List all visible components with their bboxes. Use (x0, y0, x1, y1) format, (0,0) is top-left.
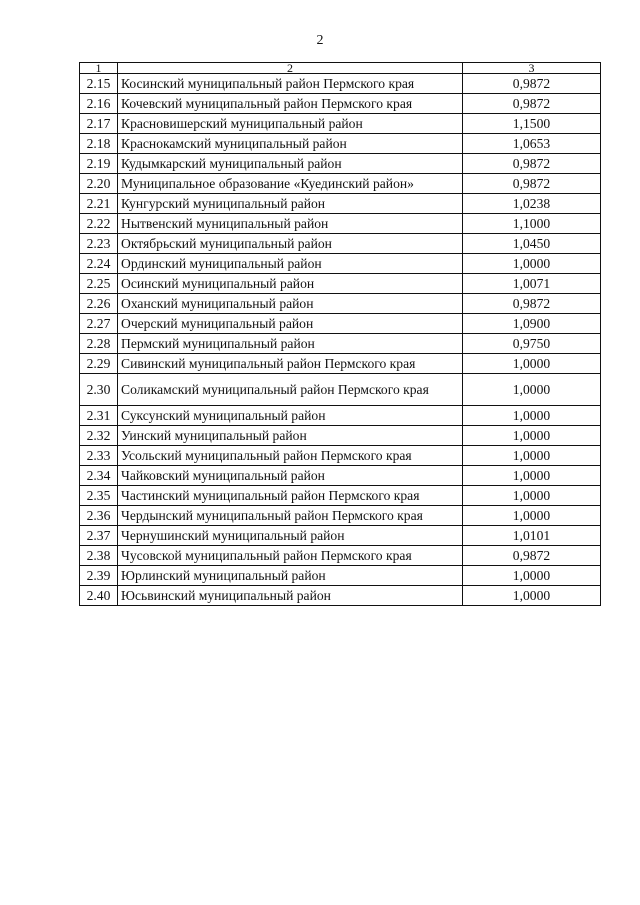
row-number: 2.29 (80, 354, 118, 374)
row-value: 1,1000 (463, 214, 601, 234)
table-row (80, 234, 601, 254)
table-row (80, 134, 601, 154)
row-value: 0,9872 (463, 154, 601, 174)
row-value: 1,0653 (463, 134, 601, 154)
row-number: 2.21 (80, 194, 118, 214)
row-name: Октябрьский муниципальный район (118, 234, 463, 254)
header-col-number: 1 (80, 63, 118, 74)
row-value: 0,9872 (463, 174, 601, 194)
row-number: 2.32 (80, 426, 118, 446)
row-number: 2.18 (80, 134, 118, 154)
row-number: 2.37 (80, 526, 118, 546)
row-value: 1,0101 (463, 526, 601, 546)
row-number: 2.15 (80, 74, 118, 94)
row-name: Пермский муниципальный район (118, 334, 463, 354)
row-name: Оханский муниципальный район (118, 294, 463, 314)
row-number: 2.16 (80, 94, 118, 114)
row-value: 0,9872 (463, 74, 601, 94)
table-row (80, 466, 601, 486)
row-number: 2.35 (80, 486, 118, 506)
row-name: Юрлинский муниципальный район (118, 566, 463, 586)
table-row (80, 194, 601, 214)
row-name: Частинский муниципальный район Пермского края (118, 486, 463, 506)
table-row (80, 446, 601, 466)
row-name: Чусовской муниципальный район Пермского края (118, 546, 463, 566)
row-name: Осинский муниципальный район (118, 274, 463, 294)
table-row (80, 294, 601, 314)
row-value: 1,0000 (463, 426, 601, 446)
table-row (80, 406, 601, 426)
row-value: 0,9872 (463, 294, 601, 314)
row-value: 0,9750 (463, 334, 601, 354)
table-row (80, 214, 601, 234)
row-value: 1,0000 (463, 254, 601, 274)
row-name: Муниципальное образование «Куединский район» (118, 174, 463, 194)
table-row (80, 546, 601, 566)
row-name: Кунгурский муниципальный район (118, 194, 463, 214)
table-row (80, 274, 601, 294)
table-header-row (80, 63, 601, 74)
row-value: 1,0000 (463, 406, 601, 426)
row-value: 0,9872 (463, 94, 601, 114)
row-name: Уинский муниципальный район (118, 426, 463, 446)
row-value: 1,0000 (463, 486, 601, 506)
row-value: 1,0000 (463, 374, 601, 406)
row-value: 1,0000 (463, 354, 601, 374)
header-col-name: 2 (118, 63, 463, 74)
row-value: 1,0900 (463, 314, 601, 334)
row-number: 2.30 (80, 374, 118, 406)
row-number: 2.22 (80, 214, 118, 234)
row-name: Краснокамский муниципальный район (118, 134, 463, 154)
table-row (80, 314, 601, 334)
row-name: Чернушинский муниципальный район (118, 526, 463, 546)
row-number: 2.27 (80, 314, 118, 334)
table-row (80, 94, 601, 114)
row-name: Кочевский муниципальный район Пермского края (118, 94, 463, 114)
row-name: Соликамский муниципальный район Пермского края (118, 374, 463, 406)
table-row (80, 114, 601, 134)
table-body (80, 74, 601, 606)
row-name: Красновишерский муниципальный район (118, 114, 463, 134)
row-value: 1,0238 (463, 194, 601, 214)
row-name: Сивинский муниципальный район Пермского края (118, 354, 463, 374)
row-name: Нытвенский муниципальный район (118, 214, 463, 234)
row-name: Чайковский муниципальный район (118, 466, 463, 486)
row-number: 2.19 (80, 154, 118, 174)
table-row (80, 566, 601, 586)
row-number: 2.40 (80, 586, 118, 606)
row-name: Очерский муниципальный район (118, 314, 463, 334)
table-row (80, 74, 601, 94)
row-number: 2.38 (80, 546, 118, 566)
row-value: 1,1500 (463, 114, 601, 134)
row-number: 2.28 (80, 334, 118, 354)
coefficients-table (79, 62, 601, 606)
row-number: 2.17 (80, 114, 118, 134)
table-row (80, 586, 601, 606)
row-value: 1,0000 (463, 566, 601, 586)
header-col-value: 3 (463, 63, 601, 74)
table-row (80, 154, 601, 174)
row-value: 1,0000 (463, 506, 601, 526)
row-value: 1,0000 (463, 446, 601, 466)
row-number: 2.33 (80, 446, 118, 466)
row-number: 2.23 (80, 234, 118, 254)
table-row (80, 426, 601, 446)
table-row (80, 334, 601, 354)
row-value: 1,0450 (463, 234, 601, 254)
row-name: Чердынский муниципальный район Пермского края (118, 506, 463, 526)
row-number: 2.24 (80, 254, 118, 274)
table-row (80, 174, 601, 194)
table-row (80, 254, 601, 274)
row-value: 1,0071 (463, 274, 601, 294)
row-number: 2.39 (80, 566, 118, 586)
row-name: Усольский муниципальный район Пермского края (118, 446, 463, 466)
row-number: 2.26 (80, 294, 118, 314)
page-number: 2 (316, 33, 324, 48)
table-row (80, 526, 601, 546)
table-row (80, 374, 601, 406)
row-name: Ординский муниципальный район (118, 254, 463, 274)
row-number: 2.25 (80, 274, 118, 294)
row-number: 2.34 (80, 466, 118, 486)
row-value: 1,0000 (463, 466, 601, 486)
row-name: Суксунский муниципальный район (118, 406, 463, 426)
table-row (80, 486, 601, 506)
row-number: 2.20 (80, 174, 118, 194)
row-name: Юсьвинский муниципальный район (118, 586, 463, 606)
row-name: Кудымкарский муниципальный район (118, 154, 463, 174)
table-row (80, 354, 601, 374)
row-value: 1,0000 (463, 586, 601, 606)
row-name: Косинский муниципальный район Пермского края (118, 74, 463, 94)
row-number: 2.31 (80, 406, 118, 426)
row-value: 0,9872 (463, 546, 601, 566)
table-row (80, 506, 601, 526)
row-number: 2.36 (80, 506, 118, 526)
